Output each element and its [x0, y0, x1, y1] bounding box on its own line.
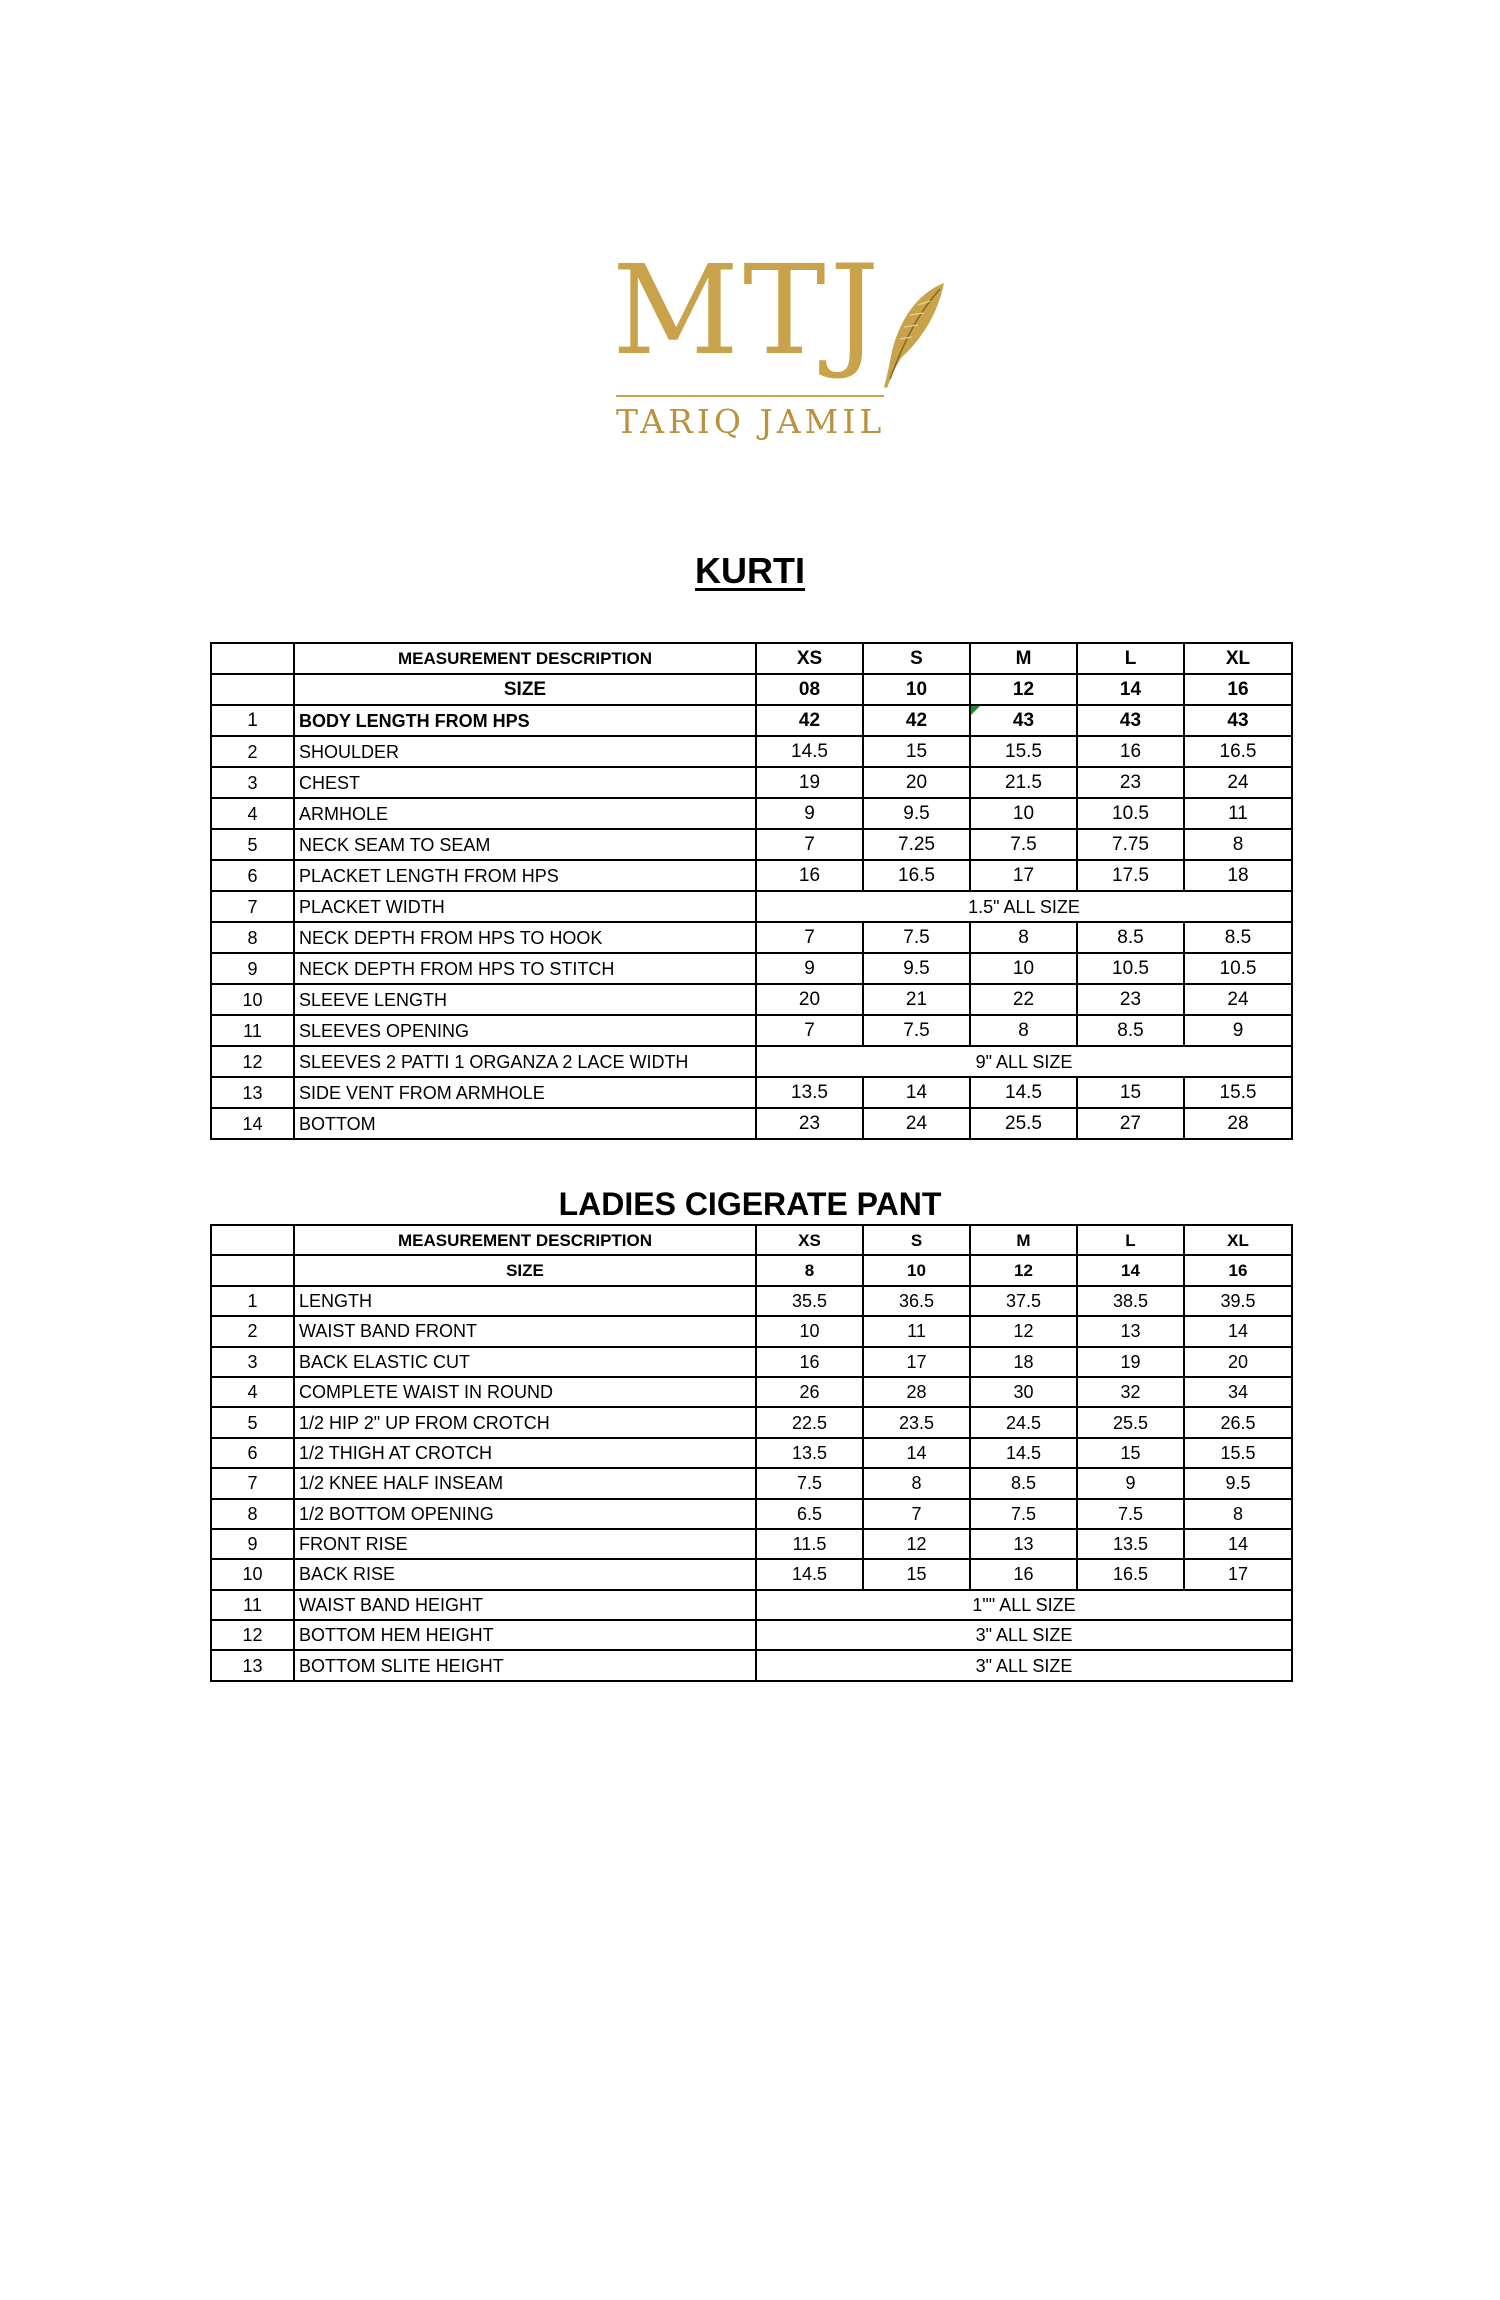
table-cell: 17 [970, 860, 1077, 891]
table-cell: 43 [1184, 705, 1292, 736]
row-description: 1/2 KNEE HALF INSEAM [294, 1468, 756, 1498]
table-row [211, 1377, 1292, 1407]
table-cell: 38.5 [1077, 1286, 1184, 1316]
table-cell: 10 [756, 1316, 863, 1346]
table-cell: 14 [1184, 1316, 1292, 1346]
table-cell: 11 [1184, 798, 1292, 829]
table-cell: 17 [1184, 1559, 1292, 1589]
table-row [211, 1499, 1292, 1529]
table-cell: 24 [1184, 767, 1292, 798]
table-cell: 15 [863, 736, 970, 767]
table-cell: 8.5 [970, 1468, 1077, 1498]
table-row [211, 1046, 1292, 1077]
row-description: COMPLETE WAIST IN ROUND [294, 1377, 756, 1407]
table-cell: 42 [756, 705, 863, 736]
row-description: WAIST BAND HEIGHT [294, 1590, 756, 1620]
table-cell: 23.5 [863, 1407, 970, 1437]
table-cell: 24.5 [970, 1407, 1077, 1437]
table-row [211, 1347, 1292, 1377]
quill-icon [878, 279, 950, 399]
logo-rule [616, 395, 884, 397]
row-number: 5 [211, 1407, 294, 1437]
row-description: BOTTOM SLITE HEIGHT [294, 1650, 756, 1680]
table-cell: 10.5 [1077, 798, 1184, 829]
row-number: 3 [211, 767, 294, 798]
row-number: 6 [211, 860, 294, 891]
table-cell: 24 [863, 1108, 970, 1139]
table-cell: 10 [863, 1255, 970, 1285]
table-cell: 36.5 [863, 1286, 970, 1316]
table-row [211, 829, 1292, 860]
row-description: SLEEVE LENGTH [294, 984, 756, 1015]
table-cell: 19 [756, 767, 863, 798]
row-description: NECK DEPTH FROM HPS TO HOOK [294, 922, 756, 953]
table-row [211, 736, 1292, 767]
table-cell: 14.5 [970, 1077, 1077, 1108]
table-cell: 26.5 [1184, 1407, 1292, 1437]
table-cell: 9.5 [863, 953, 970, 984]
table-cell: 24 [1184, 984, 1292, 1015]
table-cell: 14 [1077, 674, 1184, 705]
table-cell: 16 [1184, 1255, 1292, 1285]
logo-subtitle: TARIQ JAMIL [616, 402, 886, 441]
table-cell: 16 [1077, 736, 1184, 767]
table-cell: 43 [1077, 705, 1184, 736]
all-size-cell: 3" ALL SIZE [756, 1650, 1292, 1680]
pant-title: LADIES CIGERATE PANT [558, 1186, 942, 1222]
table-row [211, 1620, 1292, 1650]
row-number: 7 [211, 1468, 294, 1498]
table-cell: 7.5 [756, 1468, 863, 1498]
row-description: SLEEVES 2 PATTI 1 ORGANZA 2 LACE WIDTH [294, 1046, 756, 1077]
table-cell: 16.5 [863, 860, 970, 891]
row-description: SLEEVES OPENING [294, 1015, 756, 1046]
row-description: BOTTOM HEM HEIGHT [294, 1620, 756, 1650]
table-row [211, 1015, 1292, 1046]
table-cell: 10.5 [1077, 953, 1184, 984]
table-cell: 21 [863, 984, 970, 1015]
table-cell: 19 [1077, 1347, 1184, 1377]
table-cell: 42 [863, 705, 970, 736]
row-number: 13 [211, 1077, 294, 1108]
table-row [211, 1286, 1292, 1316]
table-cell: 14.5 [756, 1559, 863, 1589]
table-cell: 7.5 [863, 922, 970, 953]
table-cell: 7 [756, 1015, 863, 1046]
table-cell: 9.5 [863, 798, 970, 829]
table-cell: 15 [863, 1559, 970, 1589]
table-cell: 30 [970, 1377, 1077, 1407]
row-number: 1 [211, 1286, 294, 1316]
table-row [211, 1650, 1292, 1680]
row-number: 1 [211, 705, 294, 736]
row-number: 5 [211, 829, 294, 860]
size-label: SIZE [294, 674, 756, 705]
table-cell: 8.5 [1077, 1015, 1184, 1046]
table-cell: 9 [1077, 1468, 1184, 1498]
table-cell: 23 [1077, 767, 1184, 798]
table-cell: 9 [1184, 1015, 1292, 1046]
table-cell: 20 [1184, 1347, 1292, 1377]
table-cell: 8 [970, 922, 1077, 953]
table-cell: 43 [970, 705, 1077, 736]
table-cell: 8.5 [1184, 922, 1292, 953]
table-row [211, 767, 1292, 798]
header-cell: XS [756, 643, 863, 674]
row-number: 14 [211, 1108, 294, 1139]
row-number: 4 [211, 1377, 294, 1407]
table-cell: 8 [1184, 1499, 1292, 1529]
table-cell: 12 [970, 674, 1077, 705]
table-row [211, 1438, 1292, 1468]
table-cell: 15.5 [970, 736, 1077, 767]
table-cell: 9 [756, 953, 863, 984]
row-description: PLACKET WIDTH [294, 891, 756, 922]
table-cell: 7.5 [1077, 1499, 1184, 1529]
row-description: FRONT RISE [294, 1529, 756, 1559]
row-description: NECK SEAM TO SEAM [294, 829, 756, 860]
table-cell: 15.5 [1184, 1077, 1292, 1108]
table-row [211, 1529, 1292, 1559]
table-row [211, 1316, 1292, 1346]
table-cell: 16.5 [1077, 1559, 1184, 1589]
row-number: 10 [211, 984, 294, 1015]
table-cell: 14 [1077, 1255, 1184, 1285]
pant-size-chart [210, 1224, 1293, 1682]
all-size-cell: 1"" ALL SIZE [756, 1590, 1292, 1620]
table-cell [211, 674, 294, 705]
row-number: 12 [211, 1046, 294, 1077]
table-cell: 25.5 [1077, 1407, 1184, 1437]
table-cell: 16 [970, 1559, 1077, 1589]
table-cell: 14 [863, 1077, 970, 1108]
table-cell: 16 [756, 1347, 863, 1377]
kurti-size-chart [210, 642, 1293, 1140]
table-cell: 21.5 [970, 767, 1077, 798]
row-number: 10 [211, 1559, 294, 1589]
row-description: LENGTH [294, 1286, 756, 1316]
table-cell: 16 [756, 860, 863, 891]
row-number: 2 [211, 1316, 294, 1346]
table-cell: 22.5 [756, 1407, 863, 1437]
table-cell: 37.5 [970, 1286, 1077, 1316]
table-cell: 7 [756, 829, 863, 860]
table-cell: 12 [970, 1316, 1077, 1346]
size-label: SIZE [294, 1255, 756, 1285]
row-number: 12 [211, 1620, 294, 1650]
table-cell: 14.5 [970, 1438, 1077, 1468]
table-cell: 15 [1077, 1077, 1184, 1108]
row-description: 1/2 HIP 2" UP FROM CROTCH [294, 1407, 756, 1437]
header-cell: MEASUREMENT DESCRIPTION [294, 643, 756, 674]
table-cell: 25.5 [970, 1108, 1077, 1139]
table-cell: 7.25 [863, 829, 970, 860]
table-cell: 13 [970, 1529, 1077, 1559]
header-cell: MEASUREMENT DESCRIPTION [294, 1225, 756, 1255]
table-cell: 18 [970, 1347, 1077, 1377]
table-row [211, 1590, 1292, 1620]
table-cell: 12 [970, 1255, 1077, 1285]
table-cell: 28 [863, 1377, 970, 1407]
row-description: WAIST BAND FRONT [294, 1316, 756, 1346]
table-cell: 7 [756, 922, 863, 953]
row-number: 9 [211, 1529, 294, 1559]
table-cell: 7.75 [1077, 829, 1184, 860]
row-description: BACK RISE [294, 1559, 756, 1589]
row-number: 11 [211, 1590, 294, 1620]
header-cell [211, 1225, 294, 1255]
row-number: 3 [211, 1347, 294, 1377]
all-size-cell: 3" ALL SIZE [756, 1620, 1292, 1650]
table-row [211, 860, 1292, 891]
row-description: 1/2 BOTTOM OPENING [294, 1499, 756, 1529]
table-cell: 10 [970, 798, 1077, 829]
table-cell: 8 [970, 1015, 1077, 1046]
table-cell: 13.5 [1077, 1529, 1184, 1559]
table-cell [211, 1255, 294, 1285]
table-cell: 10 [863, 674, 970, 705]
header-cell: XL [1184, 643, 1292, 674]
row-description: BACK ELASTIC CUT [294, 1347, 756, 1377]
table-row [211, 705, 1292, 736]
table-cell: 14 [863, 1438, 970, 1468]
table-cell: 22 [970, 984, 1077, 1015]
table-cell: 13.5 [756, 1077, 863, 1108]
row-description: SHOULDER [294, 736, 756, 767]
row-description: ARMHOLE [294, 798, 756, 829]
table-row [211, 922, 1292, 953]
row-description: 1/2 THIGH AT CROTCH [294, 1438, 756, 1468]
table-cell: 14.5 [756, 736, 863, 767]
table-cell: 13 [1077, 1316, 1184, 1346]
table-cell: 17.5 [1077, 860, 1184, 891]
row-number: 4 [211, 798, 294, 829]
row-description: BODY LENGTH FROM HPS [294, 705, 756, 736]
table-cell: 12 [863, 1529, 970, 1559]
header-cell: S [863, 1225, 970, 1255]
table-cell: 23 [756, 1108, 863, 1139]
table-cell: 9.5 [1184, 1468, 1292, 1498]
table-cell: 8 [756, 1255, 863, 1285]
all-size-cell: 9" ALL SIZE [756, 1046, 1292, 1077]
table-cell: 8.5 [1077, 922, 1184, 953]
header-cell: XS [756, 1225, 863, 1255]
size-row [211, 674, 1292, 705]
table-cell: 13.5 [756, 1438, 863, 1468]
row-number: 9 [211, 953, 294, 984]
table-row [211, 1559, 1292, 1589]
table-cell: 7 [863, 1499, 970, 1529]
row-number: 7 [211, 891, 294, 922]
header-cell: M [970, 643, 1077, 674]
table-cell: 34 [1184, 1377, 1292, 1407]
row-number: 8 [211, 922, 294, 953]
header-cell: M [970, 1225, 1077, 1255]
row-description: BOTTOM [294, 1108, 756, 1139]
table-cell: 10 [970, 953, 1077, 984]
header-cell: L [1077, 643, 1184, 674]
header-cell [211, 643, 294, 674]
table-cell: 17 [863, 1347, 970, 1377]
table-cell: 18 [1184, 860, 1292, 891]
table-row [211, 1407, 1292, 1437]
table-cell: 10.5 [1184, 953, 1292, 984]
table-cell: 39.5 [1184, 1286, 1292, 1316]
table-cell: 7.5 [970, 1499, 1077, 1529]
table-cell: 08 [756, 674, 863, 705]
table-cell: 32 [1077, 1377, 1184, 1407]
brand-logo [600, 239, 980, 455]
table-cell: 16.5 [1184, 736, 1292, 767]
table-cell: 6.5 [756, 1499, 863, 1529]
row-number: 6 [211, 1438, 294, 1468]
row-description: PLACKET LENGTH FROM HPS [294, 860, 756, 891]
all-size-cell: 1.5" ALL SIZE [756, 891, 1292, 922]
logo-mark: MTJ [612, 239, 884, 383]
kurti-title: KURTI [695, 550, 805, 591]
table-cell: 7.5 [970, 829, 1077, 860]
table-row [211, 798, 1292, 829]
table-cell: 15 [1077, 1438, 1184, 1468]
table-cell: 16 [1184, 674, 1292, 705]
row-number: 8 [211, 1499, 294, 1529]
table-row [211, 1108, 1292, 1139]
table-cell: 26 [756, 1377, 863, 1407]
row-number: 13 [211, 1650, 294, 1680]
header-cell: S [863, 643, 970, 674]
table-cell: 28 [1184, 1108, 1292, 1139]
row-number: 2 [211, 736, 294, 767]
table-cell: 23 [1077, 984, 1184, 1015]
table-cell: 20 [756, 984, 863, 1015]
table-cell: 27 [1077, 1108, 1184, 1139]
header-cell: L [1077, 1225, 1184, 1255]
table-cell: 7.5 [863, 1015, 970, 1046]
table-cell: 9 [756, 798, 863, 829]
row-description: CHEST [294, 767, 756, 798]
table-cell: 8 [1184, 829, 1292, 860]
table-cell: 8 [863, 1468, 970, 1498]
table-header-row [211, 643, 1292, 674]
table-cell: 11.5 [756, 1529, 863, 1559]
table-row [211, 984, 1292, 1015]
table-row [211, 953, 1292, 984]
table-cell: 20 [863, 767, 970, 798]
table-cell: 15.5 [1184, 1438, 1292, 1468]
table-cell: 35.5 [756, 1286, 863, 1316]
table-cell: 14 [1184, 1529, 1292, 1559]
table-row [211, 1468, 1292, 1498]
header-cell: XL [1184, 1225, 1292, 1255]
table-cell: 11 [863, 1316, 970, 1346]
row-number: 11 [211, 1015, 294, 1046]
row-description: SIDE VENT FROM ARMHOLE [294, 1077, 756, 1108]
table-row [211, 1077, 1292, 1108]
table-header-row [211, 1225, 1292, 1255]
table-row [211, 891, 1292, 922]
row-description: NECK DEPTH FROM HPS TO STITCH [294, 953, 756, 984]
size-row [211, 1255, 1292, 1285]
